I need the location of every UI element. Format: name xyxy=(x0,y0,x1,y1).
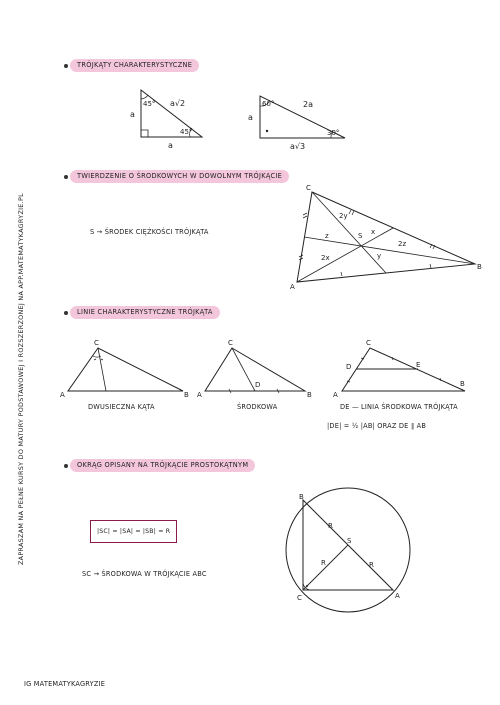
median-label-C: C xyxy=(228,339,233,347)
bisector-label-C: C xyxy=(94,339,99,347)
median-label-D: D xyxy=(255,381,261,389)
median-label-B: B xyxy=(307,391,312,398)
tri45-angle-right: 45° xyxy=(180,128,193,136)
centroid-label-C: C xyxy=(306,184,311,192)
tri30-leg-bottom: a√3 xyxy=(290,142,306,151)
section-title-characteristic-triangles: TRÓJKĄTY CHARAKTERYSTYCZNE xyxy=(70,59,199,72)
tri45-hyp: a√2 xyxy=(170,99,186,108)
centroid-label-B: B xyxy=(477,263,482,271)
side-promo-text: ZAPRASZAM NA PEŁNE KURSY DO MATURY PODSTAWOWEJ I ROZSZERZONEJ NA APP.MATEMATYKAGRYZIE.PL xyxy=(17,193,25,565)
circumcircle-diagram xyxy=(283,485,413,615)
centroid-label-A: A xyxy=(290,283,295,291)
circle-formula-box: |SC| = |SA| = |SB| = R xyxy=(90,520,177,543)
tri45-leg-bottom: a xyxy=(168,141,173,150)
section-title-circumcircle: OKRĄG OPISANY NA TRÓJKĄCIE PROSTOKĄTNYM xyxy=(70,459,255,472)
section-title-medians-theorem: TWIERDZENIE O ŚRODKOWYCH W DOWOLNYM TRÓJKĄCIE xyxy=(70,170,289,183)
bisector-label-A: A xyxy=(60,391,65,398)
triangle-30-60-diagram xyxy=(245,88,370,153)
median-label-A: A xyxy=(197,391,202,398)
median-caption: ŚRODKOWA xyxy=(237,403,278,411)
bullet-icon xyxy=(64,175,68,179)
tri30-leg-left: a xyxy=(248,113,253,122)
centroid-label-2z: 2z xyxy=(398,240,407,248)
centroid-label-x: x xyxy=(371,228,376,236)
centroid-label-S: S xyxy=(358,232,363,240)
tri45-leg-left: a xyxy=(130,110,135,119)
tri45-angle-top: 45° xyxy=(143,100,156,108)
circle-label-R-top: R xyxy=(328,522,333,530)
centroid-label-y: y xyxy=(377,252,382,260)
triangle-45-diagram xyxy=(120,82,220,152)
midline-label-C: C xyxy=(366,339,371,347)
midline-label-B: B xyxy=(460,380,465,388)
circle-note: SC → ŚRODKOWA W TRÓJKĄCIE ABC xyxy=(82,570,207,578)
footer-handle: IG MATEMATYKAGRYZIE xyxy=(24,680,106,688)
circle-label-A: A xyxy=(395,592,400,600)
centroid-label-2x: 2x xyxy=(321,254,330,262)
midline-label-D: D xyxy=(346,363,352,371)
tri30-angle-top: 60° xyxy=(262,100,275,108)
circle-label-C: C xyxy=(297,594,302,602)
centroid-label-z: z xyxy=(325,232,329,240)
circle-label-B: B xyxy=(299,493,304,501)
centroid-diagram xyxy=(285,182,490,292)
circle-label-R-median: R xyxy=(321,559,326,567)
centroid-note: S → ŚRODEK CIĘŻKOŚCI TRÓJKĄTA xyxy=(90,228,209,236)
tri30-hyp: 2a xyxy=(303,100,313,109)
midline-caption: DE — LINIA ŚRODKOWA TRÓJKĄTA xyxy=(340,403,458,411)
bisector-diagram xyxy=(58,336,193,398)
midline-formula: |DE| = ½ |AB| ORAZ DE ∥ AB xyxy=(327,422,427,430)
midline-label-A: A xyxy=(333,391,338,398)
bullet-icon xyxy=(64,464,68,468)
midline-label-E: E xyxy=(416,361,421,369)
circle-label-R-bottom: R xyxy=(369,561,374,569)
circle-label-S: S xyxy=(347,537,352,545)
centroid-label-2y: 2y xyxy=(339,212,348,220)
bisector-caption: DWUSIECZNA KĄTA xyxy=(88,403,155,411)
tri30-angle-right: 30° xyxy=(327,129,340,137)
midline-diagram xyxy=(330,336,470,398)
section-title-triangle-lines: LINIE CHARAKTERYSTYCZNE TRÓJKĄTA xyxy=(70,306,220,319)
bullet-icon xyxy=(64,311,68,315)
bullet-icon xyxy=(64,64,68,68)
bisector-label-B: B xyxy=(184,391,189,398)
median-diagram xyxy=(197,336,317,398)
